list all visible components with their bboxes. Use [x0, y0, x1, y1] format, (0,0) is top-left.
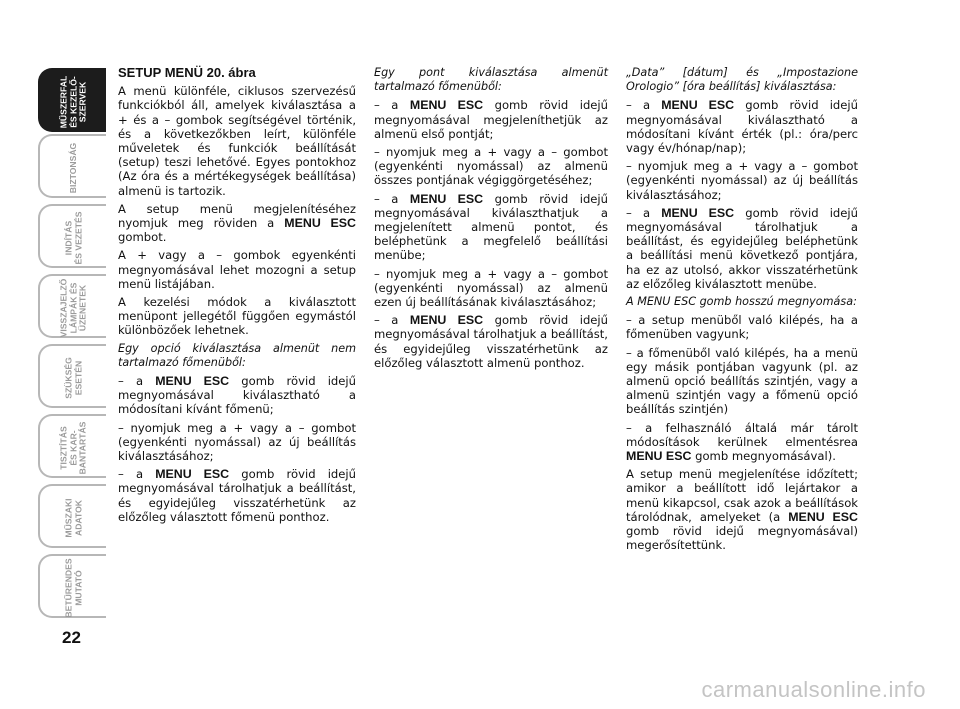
tab-biztonsag[interactable]: [38, 134, 106, 198]
tab-inditas[interactable]: [38, 204, 106, 268]
paragraph: A setup menü megjelenítése időzített; amikor a beállított idő lejártakor a menü kikapcsol, csak azok a beállítások tárolódnak, amelyeket (a MENU ESC gomb rövid idejű megnyomásával) megerősítettünk.: [626, 467, 858, 553]
subheading: „Data” [dátum] és „Impostazione Orologio” [óra beállítás] kiválasztása:: [626, 66, 858, 94]
tab-muszerfal[interactable]: [38, 68, 106, 132]
tab-tisztitas[interactable]: [38, 414, 106, 478]
menu-esc-label: MENU ESC: [409, 313, 484, 328]
section-title: SETUP MENÜ 20. ábra: [118, 65, 256, 80]
list-item: – a MENU ESC gomb rövid idejű megnyomásával kiválasztható a módosítani kívánt érték (pl.: óra/perc vagy év/hónap/nap);: [626, 98, 858, 156]
list-item: – a setup menüből való kilépés, ha a főmenüben vagyunk;: [626, 313, 858, 342]
paragraph: A kezelési módok a kiválasztott menüpont jellegétől függően egymástól különbözőek lehetnek.: [118, 295, 356, 338]
subheading: Egy pont kiválasztása almenüt tartalmazó főmenüből:: [374, 66, 608, 94]
list-item: – nyomjuk meg a + vagy a – gombot (egyenkénti nyomással) az almenü ezen új beállításának kiválasztásához;: [374, 266, 608, 310]
subheading: Egy opció kiválasztása almenüt nem tartalmazó főmenüből:: [118, 341, 356, 369]
tab-szukseg[interactable]: [38, 344, 106, 408]
tab-label: VISSZAJELZŐ LÁMPÁK ÉS ÜZENETEK: [58, 278, 88, 338]
tab-betyrendes[interactable]: [38, 554, 106, 618]
list-item: – a főmenüből való kilépés, ha a menü egy másik pontjában vagyunk (pl. az almenü opció beállítás szintjén, vagy a almenü szintjén vagy a főmenü opció beállítás szintjén): [626, 345, 858, 417]
tab-label: BIZTONSÁG: [68, 142, 79, 194]
tab-label: BETŰRENDES MUTATÓ: [63, 558, 83, 618]
menu-esc-label: MENU ESC: [155, 467, 230, 482]
paragraph: A + vagy a – gombok egyenkénti megnyomásával lehet mozogni a setup menü listájában.: [118, 248, 356, 291]
menu-esc-label: MENU ESC: [788, 509, 858, 524]
list-item: – a felhasználó általá már tárolt módosítások kerülnek elmentésrea MENU ESC gomb megnyomásával).: [626, 420, 858, 464]
list-item: – a MENU ESC gomb rövid idejű megnyomásával tárolhatjuk a beállítást, és egyidejűleg beléphetünk a beállítási menü következő pontjára, ha ez az utolsó, akkor visszatérhetünk az előzőleg kiválasztott menübe.: [626, 205, 858, 291]
menu-esc-label: MENU ESC: [661, 205, 735, 220]
tab-label: INDÍTÁS ÉS VEZETÉS: [63, 211, 83, 265]
column-2: [374, 66, 608, 374]
list-item: – a MENU ESC gomb rövid idejű megnyomásával kiválaszthatjuk a megjelenített almenü pontot, és beléphetünk a megfelelő beállítási menübe;: [374, 191, 609, 263]
column-1: [118, 66, 356, 528]
list-item: – nyomjuk meg a + vagy a – gombot (egyenkénti nyomással) az új beállítás kiválasztásához;: [118, 420, 356, 464]
menu-esc-label: MENU ESC: [409, 191, 484, 206]
list-item: – nyomjuk meg a + vagy a – gombot (egyenkénti nyomással) az almenü összes pontjának végiggörgetéséhez;: [374, 145, 608, 188]
paragraph: A menü különféle, ciklusos szervezésű funkciókból áll, amelyek kiválasztása a + és a – gombok segítségével történik, és a következőkben leírt, különféle műveletek és funkciók beállítását (setup) teszi lehetővé. Egyes pontokhoz (Az óra és a mértékegységek beállítása) almenü is tartozik.: [118, 84, 356, 198]
menu-esc-label: MENU ESC: [155, 374, 230, 389]
list-item: – a MENU ESC gomb rövid idejű megnyomásával tárolhatjuk a beállítást, és egyidejűleg visszatérhetünk az előzőleg választott főmenü ponthoz.: [118, 467, 356, 524]
page-number: 22: [62, 628, 81, 647]
list-item: – nyomjuk meg a + vagy a – gombot (egyenkénti nyomással) az új beállítás kiválasztásához;: [626, 159, 858, 202]
menu-esc-label: MENU ESC: [661, 98, 735, 113]
menu-esc-label: MENU ESC: [626, 449, 692, 464]
column-3: [626, 66, 858, 557]
tab-muszaki[interactable]: [38, 484, 106, 548]
tab-label: SZÜKSÉG ESETÉN: [63, 357, 83, 399]
tab-visszajelzo[interactable]: [38, 274, 106, 338]
list-item: – a MENU ESC gomb rövid idejű megnyomásával tárolhatjuk a beállítást, és egyidejűleg visszatérhetünk az előzőleg választott almenü ponthoz.: [374, 313, 609, 370]
list-item: – a MENU ESC gomb rövid idejű megnyomásával megjeleníthetjük az almenü első pontját;: [374, 98, 609, 141]
tab-label: TISZTÍTÁS ÉS KAR- BANTARTÁS: [58, 421, 88, 475]
tab-label: MŰSZAKI ADATOK: [63, 498, 83, 538]
menu-esc-label: MENU ESC: [284, 216, 356, 231]
tab-label: MŰSZERFAL ÉS KEZELŐ- SZERVEK: [58, 75, 88, 129]
paragraph: A setup menü megjelenítéséhez nyomjuk meg röviden a MENU ESC gombot.: [118, 201, 356, 245]
subheading: A MENU ESC gomb hosszú megnyomása:: [626, 295, 857, 309]
watermark: carmanualsonline.info: [701, 677, 926, 702]
list-item: – a MENU ESC gomb rövid idejű megnyomásával kiválasztható a módosítani kívánt főmenü;: [118, 374, 356, 417]
menu-esc-label: MENU ESC: [409, 98, 484, 113]
